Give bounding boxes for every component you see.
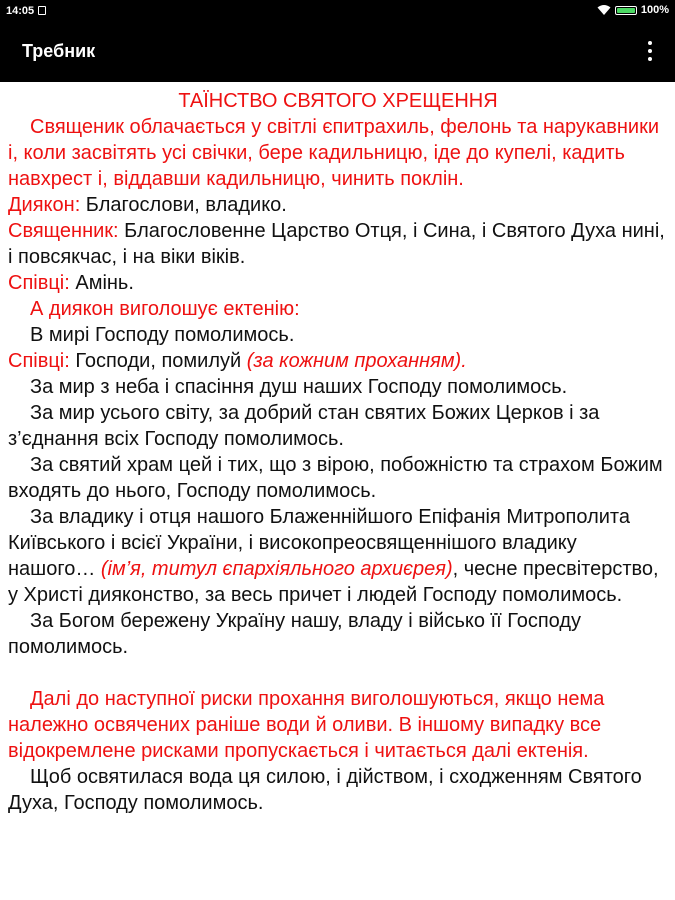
priest-text: Благословенне Царство Отця, і Сина, і Святого Духа нині, і повсякчас, і на віки віків. xyxy=(8,220,665,268)
deacon-rubric: А диякон виголошує ектенію: xyxy=(30,298,300,320)
singers-text: Амінь. xyxy=(69,272,134,294)
petition: За Богом бережену Україну нашу, владу і військо її Господу помолимось. xyxy=(8,610,582,658)
singers-line-1 xyxy=(8,270,668,296)
petition: За мир усього світу, за добрий стан святих Божих Церков і за з’єднання всіх Господу помолимось. xyxy=(8,402,600,450)
deacon-line xyxy=(8,192,668,218)
status-time: 14:05 xyxy=(6,5,35,17)
singers-text: Господи, помилуй xyxy=(69,350,247,372)
priest-label: Священник: xyxy=(8,220,119,242)
status-bar xyxy=(0,0,675,22)
battery-icon xyxy=(615,6,637,15)
rubric-intro: Священик облачається у світлі єпитрахиль, фелонь та нарукавники і, коли засвітять усі свічки, бере кадильницю, іде до купелі, кадить навхрест і, віддавши кадильницю, чинить поклін. xyxy=(8,116,660,190)
deacon-text: Благослови, владико. xyxy=(80,194,287,216)
petition-note: (ім’я, титул єпархіяльного архиєрея) xyxy=(100,558,453,580)
more-vert-icon[interactable] xyxy=(647,41,653,61)
text-content xyxy=(8,88,668,816)
app-title: Требник xyxy=(22,41,96,61)
status-indicators xyxy=(597,4,669,16)
singers-label: Співці: xyxy=(8,350,70,372)
singers-label: Співці: xyxy=(8,272,70,294)
petition: Щоб освятилася вода ця силою, і дійством, і сходженням Святого Духа, Господу помолимось. xyxy=(8,766,642,814)
spacer xyxy=(8,660,668,686)
petition-text: За владику і отця нашого Блаженнійшого Епіфанія Митрополита Київського і всієї України, і високопреосвященнішого владику нашого… xyxy=(8,506,630,580)
singers-note: (за кожним проханням). xyxy=(246,350,467,372)
wifi-icon xyxy=(597,4,611,16)
petition: За мир з неба і спасіння душ наших Господу помолимось. xyxy=(30,376,568,398)
app-bar xyxy=(0,22,675,82)
petition-hierarch xyxy=(8,504,668,608)
petition: В мирі Господу помолимось. xyxy=(30,324,295,346)
petition: За святий храм цей і тих, що з вірою, побожністю та страхом Божим входять до нього, Господу помолимось. xyxy=(8,454,663,502)
notification-icon xyxy=(38,6,46,15)
deacon-label: Диякон: xyxy=(8,194,81,216)
priest-line xyxy=(8,218,668,270)
battery-percent: 100% xyxy=(640,4,669,16)
singers-line-2 xyxy=(8,348,668,374)
rubric-note: Далі до наступної риски прохання виголошуються, якщо нема належно освячених раніше води й оливи. В іншому випадку все відокремлене рисками пропускається і читається далі ектенія. xyxy=(8,688,605,762)
petition-text: , чесне пресвітерство, у Христі дияконство, за весь причет і людей Господу помолимось. xyxy=(8,558,659,606)
section-title: ТАЇНСТВО СВЯТОГО ХРЕЩЕННЯ xyxy=(178,90,498,112)
